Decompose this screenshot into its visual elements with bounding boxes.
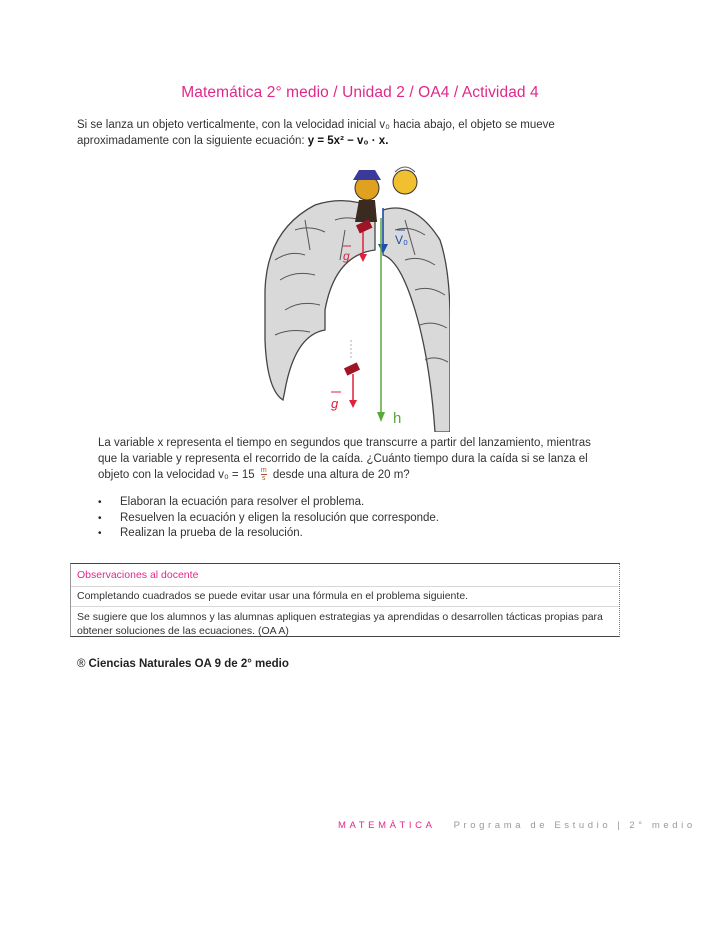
- intro-line-1: Si se lanza un objeto verticalmente, con la velocidad inicial v₀ hacia abajo, el objeto se mueve: [77, 119, 555, 131]
- list-item: • Elaboran la ecuación para resolver el problema.: [98, 495, 439, 511]
- observations-heading: Observaciones al docente: [77, 569, 199, 581]
- svg-text:g: g: [331, 396, 339, 411]
- task-list: [98, 495, 439, 542]
- list-item: • Resuelven la ecuación y eligen la resolución que corresponde.: [98, 511, 439, 527]
- divider: [71, 606, 619, 607]
- equation: y = 5x² − v₀ · x.: [307, 135, 389, 147]
- svg-text:g: g: [343, 249, 350, 263]
- page-footer: MATEMÁTICA Programa de Estudio | 2° medio: [338, 820, 696, 831]
- falling-object-illustration: [255, 160, 450, 432]
- cross-curricular-connection: ® Ciencias Naturales OA 9 de 2° medio: [77, 658, 289, 670]
- observations-paragraph: Se sugiere que los alumnos y las alumnas apliquen estrategias ya aprendidas o desarrollen tácticas propias para obtener soluciones de las ecuaciones. (OA A): [77, 611, 603, 637]
- page-title: Matemática 2° medio / Unidad 2 / OA4 / Actividad 4: [181, 84, 539, 101]
- connection-icon: ®: [77, 658, 86, 670]
- intro-paragraph: [77, 117, 617, 149]
- v0-label: V₀: [395, 233, 408, 247]
- unit-fraction: $\frac{m}{s}$: [260, 467, 267, 483]
- problem-statement: La variable x representa el tiempo en segundos que transcurre a partir del lanzamiento, mientras que la variable y representa el recorrido de la caída. ¿Cuánto tiempo dura la caída si se lanza el objeto con la velocidad v₀ = 15 $\frac{m}{s}$ desde una altura de 20 m?: [98, 437, 591, 483]
- divider: [71, 586, 619, 587]
- svg-text:h: h: [393, 410, 402, 427]
- observations-paragraph: Completando cuadrados se puede evitar usar una fórmula en el problema siguiente.: [77, 590, 469, 602]
- list-item: • Realizan la prueba de la resolución.: [98, 526, 439, 542]
- footer-brand: MATEMÁTICA: [338, 820, 436, 831]
- teacher-observations-box: [70, 563, 620, 637]
- intro-line-2: aproximadamente con la siguiente ecuación: y = 5x² − v₀ · x.: [77, 135, 389, 147]
